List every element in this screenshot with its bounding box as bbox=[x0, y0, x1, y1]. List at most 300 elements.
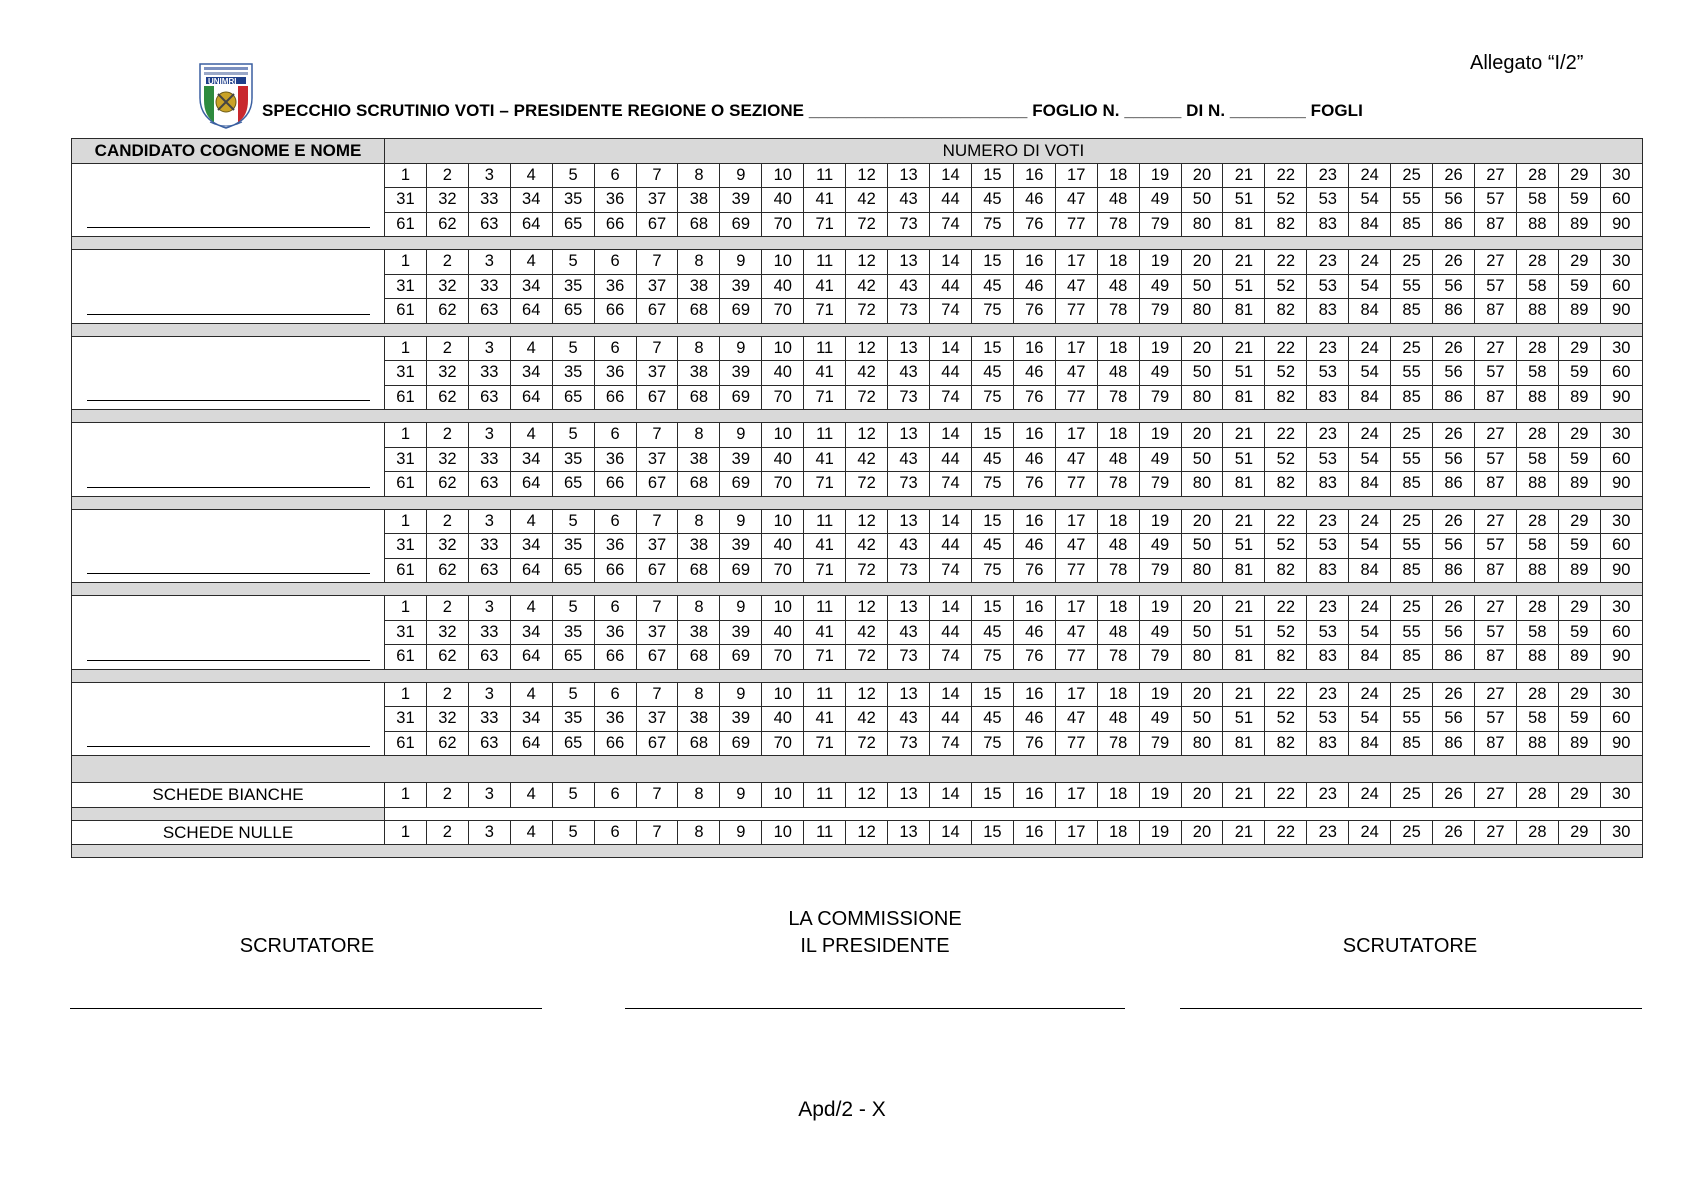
vote-cell[interactable]: 4 bbox=[510, 336, 552, 361]
vote-cell[interactable]: 10 bbox=[762, 423, 804, 448]
vote-cell[interactable]: 18 bbox=[1097, 163, 1139, 188]
vote-cell[interactable]: 9 bbox=[720, 509, 762, 534]
vote-cell[interactable]: 72 bbox=[846, 385, 888, 410]
vote-cell[interactable]: 34 bbox=[510, 447, 552, 472]
vote-cell[interactable]: 22 bbox=[1265, 509, 1307, 534]
vote-cell[interactable]: 29 bbox=[1558, 250, 1600, 275]
vote-cell[interactable]: 77 bbox=[1055, 299, 1097, 324]
vote-cell[interactable]: 17 bbox=[1055, 783, 1097, 808]
vote-cell[interactable]: 37 bbox=[636, 620, 678, 645]
vote-cell[interactable]: 26 bbox=[1433, 596, 1475, 621]
vote-cell[interactable]: 28 bbox=[1516, 423, 1558, 448]
vote-cell[interactable]: 8 bbox=[678, 596, 720, 621]
vote-cell[interactable]: 83 bbox=[1307, 385, 1349, 410]
vote-cell[interactable]: 20 bbox=[1181, 820, 1223, 845]
vote-cell[interactable]: 36 bbox=[594, 707, 636, 732]
vote-cell[interactable]: 59 bbox=[1558, 274, 1600, 299]
vote-cell[interactable]: 44 bbox=[929, 534, 971, 559]
vote-cell[interactable]: 30 bbox=[1600, 820, 1642, 845]
vote-cell[interactable]: 49 bbox=[1139, 707, 1181, 732]
vote-cell[interactable]: 81 bbox=[1223, 645, 1265, 670]
vote-cell[interactable]: 15 bbox=[971, 250, 1013, 275]
vote-cell[interactable]: 3 bbox=[468, 783, 510, 808]
vote-cell[interactable]: 36 bbox=[594, 361, 636, 386]
vote-cell[interactable]: 2 bbox=[426, 783, 468, 808]
vote-cell[interactable]: 8 bbox=[678, 820, 720, 845]
vote-cell[interactable]: 62 bbox=[426, 385, 468, 410]
vote-cell[interactable]: 22 bbox=[1265, 820, 1307, 845]
vote-cell[interactable]: 46 bbox=[1013, 620, 1055, 645]
vote-cell[interactable]: 7 bbox=[636, 336, 678, 361]
vote-cell[interactable]: 14 bbox=[929, 336, 971, 361]
vote-cell[interactable]: 78 bbox=[1097, 731, 1139, 756]
vote-cell[interactable]: 87 bbox=[1474, 558, 1516, 583]
vote-cell[interactable]: 56 bbox=[1433, 620, 1475, 645]
vote-cell[interactable]: 8 bbox=[678, 682, 720, 707]
vote-cell[interactable]: 30 bbox=[1600, 163, 1642, 188]
vote-cell[interactable]: 84 bbox=[1349, 385, 1391, 410]
vote-cell[interactable]: 45 bbox=[971, 188, 1013, 213]
vote-cell[interactable]: 80 bbox=[1181, 472, 1223, 497]
candidate-name-field[interactable] bbox=[72, 336, 385, 410]
vote-cell[interactable]: 90 bbox=[1600, 299, 1642, 324]
vote-cell[interactable]: 30 bbox=[1600, 783, 1642, 808]
vote-cell[interactable]: 52 bbox=[1265, 188, 1307, 213]
vote-cell[interactable]: 4 bbox=[510, 250, 552, 275]
vote-cell[interactable]: 84 bbox=[1349, 299, 1391, 324]
vote-cell[interactable]: 36 bbox=[594, 188, 636, 213]
vote-cell[interactable]: 57 bbox=[1474, 534, 1516, 559]
vote-cell[interactable]: 15 bbox=[971, 596, 1013, 621]
vote-cell[interactable]: 53 bbox=[1307, 361, 1349, 386]
vote-cell[interactable]: 70 bbox=[762, 472, 804, 497]
vote-cell[interactable]: 64 bbox=[510, 472, 552, 497]
vote-cell[interactable]: 22 bbox=[1265, 163, 1307, 188]
vote-cell[interactable]: 57 bbox=[1474, 447, 1516, 472]
vote-cell[interactable]: 81 bbox=[1223, 731, 1265, 756]
vote-cell[interactable]: 84 bbox=[1349, 472, 1391, 497]
vote-cell[interactable]: 54 bbox=[1349, 707, 1391, 732]
vote-cell[interactable]: 17 bbox=[1055, 336, 1097, 361]
vote-cell[interactable]: 31 bbox=[385, 707, 427, 732]
vote-cell[interactable]: 32 bbox=[426, 361, 468, 386]
vote-cell[interactable]: 56 bbox=[1433, 188, 1475, 213]
vote-cell[interactable]: 14 bbox=[929, 509, 971, 534]
vote-cell[interactable]: 28 bbox=[1516, 509, 1558, 534]
vote-cell[interactable]: 76 bbox=[1013, 385, 1055, 410]
vote-cell[interactable]: 46 bbox=[1013, 707, 1055, 732]
vote-cell[interactable]: 40 bbox=[762, 361, 804, 386]
vote-cell[interactable]: 1 bbox=[385, 509, 427, 534]
vote-cell[interactable]: 66 bbox=[594, 299, 636, 324]
vote-cell[interactable]: 85 bbox=[1391, 731, 1433, 756]
vote-cell[interactable]: 23 bbox=[1307, 783, 1349, 808]
vote-cell[interactable]: 70 bbox=[762, 558, 804, 583]
vote-cell[interactable]: 10 bbox=[762, 820, 804, 845]
vote-cell[interactable]: 20 bbox=[1181, 509, 1223, 534]
vote-cell[interactable]: 90 bbox=[1600, 645, 1642, 670]
vote-cell[interactable]: 46 bbox=[1013, 274, 1055, 299]
vote-cell[interactable]: 1 bbox=[385, 820, 427, 845]
vote-cell[interactable]: 43 bbox=[888, 707, 930, 732]
vote-cell[interactable]: 55 bbox=[1391, 707, 1433, 732]
vote-cell[interactable]: 48 bbox=[1097, 620, 1139, 645]
vote-cell[interactable]: 87 bbox=[1474, 385, 1516, 410]
vote-cell[interactable]: 34 bbox=[510, 620, 552, 645]
vote-cell[interactable]: 45 bbox=[971, 361, 1013, 386]
vote-cell[interactable]: 8 bbox=[678, 336, 720, 361]
vote-cell[interactable]: 6 bbox=[594, 783, 636, 808]
vote-cell[interactable]: 80 bbox=[1181, 731, 1223, 756]
vote-cell[interactable]: 13 bbox=[888, 820, 930, 845]
vote-cell[interactable]: 34 bbox=[510, 707, 552, 732]
vote-cell[interactable]: 11 bbox=[804, 596, 846, 621]
vote-cell[interactable]: 62 bbox=[426, 472, 468, 497]
vote-cell[interactable]: 32 bbox=[426, 447, 468, 472]
vote-cell[interactable]: 58 bbox=[1516, 620, 1558, 645]
vote-cell[interactable]: 44 bbox=[929, 188, 971, 213]
vote-cell[interactable]: 60 bbox=[1600, 620, 1642, 645]
vote-cell[interactable]: 12 bbox=[846, 163, 888, 188]
vote-cell[interactable]: 3 bbox=[468, 596, 510, 621]
vote-cell[interactable]: 67 bbox=[636, 472, 678, 497]
vote-cell[interactable]: 16 bbox=[1013, 682, 1055, 707]
vote-cell[interactable]: 72 bbox=[846, 472, 888, 497]
vote-cell[interactable]: 4 bbox=[510, 163, 552, 188]
vote-cell[interactable]: 10 bbox=[762, 682, 804, 707]
vote-cell[interactable]: 86 bbox=[1433, 731, 1475, 756]
vote-cell[interactable]: 65 bbox=[552, 645, 594, 670]
vote-cell[interactable]: 3 bbox=[468, 423, 510, 448]
vote-cell[interactable]: 40 bbox=[762, 534, 804, 559]
vote-cell[interactable]: 53 bbox=[1307, 447, 1349, 472]
vote-cell[interactable]: 18 bbox=[1097, 250, 1139, 275]
vote-cell[interactable]: 15 bbox=[971, 423, 1013, 448]
vote-cell[interactable]: 68 bbox=[678, 385, 720, 410]
vote-cell[interactable]: 38 bbox=[678, 447, 720, 472]
vote-cell[interactable]: 51 bbox=[1223, 188, 1265, 213]
vote-cell[interactable]: 78 bbox=[1097, 299, 1139, 324]
vote-cell[interactable]: 89 bbox=[1558, 385, 1600, 410]
vote-cell[interactable]: 75 bbox=[971, 385, 1013, 410]
vote-cell[interactable]: 81 bbox=[1223, 299, 1265, 324]
vote-cell[interactable]: 41 bbox=[804, 447, 846, 472]
vote-cell[interactable]: 12 bbox=[846, 423, 888, 448]
vote-cell[interactable]: 60 bbox=[1600, 534, 1642, 559]
signature-line-left[interactable] bbox=[70, 1008, 542, 1009]
vote-cell[interactable]: 73 bbox=[888, 645, 930, 670]
vote-cell[interactable]: 43 bbox=[888, 188, 930, 213]
vote-cell[interactable]: 79 bbox=[1139, 558, 1181, 583]
vote-cell[interactable]: 38 bbox=[678, 707, 720, 732]
vote-cell[interactable]: 37 bbox=[636, 447, 678, 472]
vote-cell[interactable]: 71 bbox=[804, 299, 846, 324]
vote-cell[interactable]: 33 bbox=[468, 447, 510, 472]
vote-cell[interactable]: 26 bbox=[1433, 820, 1475, 845]
vote-cell[interactable]: 5 bbox=[552, 423, 594, 448]
vote-cell[interactable]: 61 bbox=[385, 299, 427, 324]
vote-cell[interactable]: 29 bbox=[1558, 820, 1600, 845]
vote-cell[interactable]: 50 bbox=[1181, 274, 1223, 299]
vote-cell[interactable]: 6 bbox=[594, 509, 636, 534]
vote-cell[interactable]: 81 bbox=[1223, 558, 1265, 583]
vote-cell[interactable]: 30 bbox=[1600, 250, 1642, 275]
vote-cell[interactable]: 88 bbox=[1516, 731, 1558, 756]
vote-cell[interactable]: 66 bbox=[594, 731, 636, 756]
vote-cell[interactable]: 30 bbox=[1600, 682, 1642, 707]
vote-cell[interactable]: 50 bbox=[1181, 188, 1223, 213]
vote-cell[interactable]: 4 bbox=[510, 783, 552, 808]
vote-cell[interactable]: 41 bbox=[804, 188, 846, 213]
vote-cell[interactable]: 74 bbox=[929, 645, 971, 670]
vote-cell[interactable]: 63 bbox=[468, 472, 510, 497]
vote-cell[interactable]: 77 bbox=[1055, 212, 1097, 237]
vote-cell[interactable]: 12 bbox=[846, 509, 888, 534]
vote-cell[interactable]: 61 bbox=[385, 212, 427, 237]
vote-cell[interactable]: 75 bbox=[971, 731, 1013, 756]
vote-cell[interactable]: 11 bbox=[804, 336, 846, 361]
vote-cell[interactable]: 61 bbox=[385, 558, 427, 583]
vote-cell[interactable]: 18 bbox=[1097, 596, 1139, 621]
vote-cell[interactable]: 52 bbox=[1265, 274, 1307, 299]
vote-cell[interactable]: 30 bbox=[1600, 423, 1642, 448]
vote-cell[interactable]: 77 bbox=[1055, 645, 1097, 670]
vote-cell[interactable]: 59 bbox=[1558, 361, 1600, 386]
vote-cell[interactable]: 60 bbox=[1600, 447, 1642, 472]
vote-cell[interactable]: 50 bbox=[1181, 447, 1223, 472]
vote-cell[interactable]: 4 bbox=[510, 820, 552, 845]
vote-cell[interactable]: 4 bbox=[510, 423, 552, 448]
vote-cell[interactable]: 25 bbox=[1391, 336, 1433, 361]
vote-cell[interactable]: 26 bbox=[1433, 423, 1475, 448]
vote-cell[interactable]: 56 bbox=[1433, 361, 1475, 386]
vote-cell[interactable]: 47 bbox=[1055, 274, 1097, 299]
vote-cell[interactable]: 88 bbox=[1516, 558, 1558, 583]
vote-cell[interactable]: 40 bbox=[762, 707, 804, 732]
vote-cell[interactable]: 18 bbox=[1097, 336, 1139, 361]
vote-cell[interactable]: 16 bbox=[1013, 163, 1055, 188]
vote-cell[interactable]: 23 bbox=[1307, 682, 1349, 707]
vote-cell[interactable]: 67 bbox=[636, 299, 678, 324]
vote-cell[interactable]: 20 bbox=[1181, 250, 1223, 275]
vote-cell[interactable]: 21 bbox=[1223, 783, 1265, 808]
vote-cell[interactable]: 60 bbox=[1600, 274, 1642, 299]
vote-cell[interactable]: 53 bbox=[1307, 534, 1349, 559]
vote-cell[interactable]: 23 bbox=[1307, 250, 1349, 275]
vote-cell[interactable]: 82 bbox=[1265, 558, 1307, 583]
vote-cell[interactable]: 88 bbox=[1516, 299, 1558, 324]
vote-cell[interactable]: 18 bbox=[1097, 509, 1139, 534]
vote-cell[interactable]: 24 bbox=[1349, 783, 1391, 808]
vote-cell[interactable]: 50 bbox=[1181, 361, 1223, 386]
vote-cell[interactable]: 45 bbox=[971, 274, 1013, 299]
vote-cell[interactable]: 31 bbox=[385, 447, 427, 472]
vote-cell[interactable]: 83 bbox=[1307, 731, 1349, 756]
vote-cell[interactable]: 60 bbox=[1600, 361, 1642, 386]
vote-cell[interactable]: 63 bbox=[468, 385, 510, 410]
vote-cell[interactable]: 37 bbox=[636, 534, 678, 559]
vote-cell[interactable]: 73 bbox=[888, 299, 930, 324]
vote-cell[interactable]: 62 bbox=[426, 645, 468, 670]
candidate-name-field[interactable] bbox=[72, 250, 385, 324]
vote-cell[interactable]: 59 bbox=[1558, 188, 1600, 213]
vote-cell[interactable]: 29 bbox=[1558, 336, 1600, 361]
vote-cell[interactable]: 68 bbox=[678, 645, 720, 670]
vote-cell[interactable]: 68 bbox=[678, 299, 720, 324]
vote-cell[interactable]: 78 bbox=[1097, 212, 1139, 237]
vote-cell[interactable]: 25 bbox=[1391, 820, 1433, 845]
vote-cell[interactable]: 52 bbox=[1265, 534, 1307, 559]
vote-cell[interactable]: 39 bbox=[720, 274, 762, 299]
vote-cell[interactable]: 50 bbox=[1181, 707, 1223, 732]
vote-cell[interactable]: 51 bbox=[1223, 447, 1265, 472]
vote-cell[interactable]: 35 bbox=[552, 620, 594, 645]
vote-cell[interactable]: 33 bbox=[468, 534, 510, 559]
vote-cell[interactable]: 13 bbox=[888, 163, 930, 188]
vote-cell[interactable]: 15 bbox=[971, 509, 1013, 534]
vote-cell[interactable]: 9 bbox=[720, 596, 762, 621]
vote-cell[interactable]: 7 bbox=[636, 682, 678, 707]
signature-line-center[interactable] bbox=[625, 1008, 1125, 1009]
vote-cell[interactable]: 65 bbox=[552, 472, 594, 497]
vote-cell[interactable]: 64 bbox=[510, 645, 552, 670]
vote-cell[interactable]: 39 bbox=[720, 361, 762, 386]
vote-cell[interactable]: 8 bbox=[678, 250, 720, 275]
vote-cell[interactable]: 8 bbox=[678, 783, 720, 808]
vote-cell[interactable]: 66 bbox=[594, 385, 636, 410]
vote-cell[interactable]: 32 bbox=[426, 620, 468, 645]
vote-cell[interactable]: 26 bbox=[1433, 336, 1475, 361]
vote-cell[interactable]: 55 bbox=[1391, 274, 1433, 299]
vote-cell[interactable]: 52 bbox=[1265, 707, 1307, 732]
vote-cell[interactable]: 25 bbox=[1391, 250, 1433, 275]
vote-cell[interactable]: 30 bbox=[1600, 509, 1642, 534]
vote-cell[interactable]: 20 bbox=[1181, 682, 1223, 707]
vote-cell[interactable]: 42 bbox=[846, 447, 888, 472]
vote-cell[interactable]: 70 bbox=[762, 645, 804, 670]
vote-cell[interactable]: 11 bbox=[804, 682, 846, 707]
vote-cell[interactable]: 57 bbox=[1474, 188, 1516, 213]
vote-cell[interactable]: 65 bbox=[552, 731, 594, 756]
vote-cell[interactable]: 64 bbox=[510, 558, 552, 583]
vote-cell[interactable]: 69 bbox=[720, 212, 762, 237]
vote-cell[interactable]: 27 bbox=[1474, 820, 1516, 845]
vote-cell[interactable]: 21 bbox=[1223, 423, 1265, 448]
vote-cell[interactable]: 38 bbox=[678, 620, 720, 645]
vote-cell[interactable]: 88 bbox=[1516, 212, 1558, 237]
vote-cell[interactable]: 1 bbox=[385, 163, 427, 188]
vote-cell[interactable]: 82 bbox=[1265, 731, 1307, 756]
vote-cell[interactable]: 42 bbox=[846, 274, 888, 299]
vote-cell[interactable]: 4 bbox=[510, 509, 552, 534]
vote-cell[interactable]: 49 bbox=[1139, 534, 1181, 559]
vote-cell[interactable]: 40 bbox=[762, 447, 804, 472]
vote-cell[interactable]: 16 bbox=[1013, 423, 1055, 448]
vote-cell[interactable]: 13 bbox=[888, 336, 930, 361]
vote-cell[interactable]: 43 bbox=[888, 361, 930, 386]
vote-cell[interactable]: 26 bbox=[1433, 783, 1475, 808]
vote-cell[interactable]: 12 bbox=[846, 820, 888, 845]
vote-cell[interactable]: 82 bbox=[1265, 212, 1307, 237]
vote-cell[interactable]: 49 bbox=[1139, 447, 1181, 472]
vote-cell[interactable]: 72 bbox=[846, 212, 888, 237]
vote-cell[interactable]: 69 bbox=[720, 472, 762, 497]
vote-cell[interactable]: 34 bbox=[510, 361, 552, 386]
vote-cell[interactable]: 77 bbox=[1055, 472, 1097, 497]
vote-cell[interactable]: 89 bbox=[1558, 558, 1600, 583]
vote-cell[interactable]: 54 bbox=[1349, 534, 1391, 559]
vote-cell[interactable]: 39 bbox=[720, 707, 762, 732]
vote-cell[interactable]: 13 bbox=[888, 682, 930, 707]
vote-cell[interactable]: 33 bbox=[468, 707, 510, 732]
vote-cell[interactable]: 72 bbox=[846, 731, 888, 756]
vote-cell[interactable]: 11 bbox=[804, 163, 846, 188]
vote-cell[interactable]: 1 bbox=[385, 423, 427, 448]
vote-cell[interactable]: 3 bbox=[468, 509, 510, 534]
vote-cell[interactable]: 20 bbox=[1181, 163, 1223, 188]
vote-cell[interactable]: 66 bbox=[594, 212, 636, 237]
vote-cell[interactable]: 39 bbox=[720, 447, 762, 472]
vote-cell[interactable]: 27 bbox=[1474, 509, 1516, 534]
vote-cell[interactable]: 35 bbox=[552, 707, 594, 732]
vote-cell[interactable]: 62 bbox=[426, 212, 468, 237]
vote-cell[interactable]: 42 bbox=[846, 534, 888, 559]
vote-cell[interactable]: 76 bbox=[1013, 645, 1055, 670]
vote-cell[interactable]: 16 bbox=[1013, 509, 1055, 534]
vote-cell[interactable]: 28 bbox=[1516, 250, 1558, 275]
vote-cell[interactable]: 6 bbox=[594, 250, 636, 275]
vote-cell[interactable]: 64 bbox=[510, 212, 552, 237]
vote-cell[interactable]: 49 bbox=[1139, 274, 1181, 299]
vote-cell[interactable]: 63 bbox=[468, 212, 510, 237]
vote-cell[interactable]: 16 bbox=[1013, 336, 1055, 361]
vote-cell[interactable]: 70 bbox=[762, 731, 804, 756]
vote-cell[interactable]: 27 bbox=[1474, 596, 1516, 621]
vote-cell[interactable]: 18 bbox=[1097, 820, 1139, 845]
vote-cell[interactable]: 31 bbox=[385, 534, 427, 559]
vote-cell[interactable]: 81 bbox=[1223, 472, 1265, 497]
vote-cell[interactable]: 70 bbox=[762, 212, 804, 237]
vote-cell[interactable]: 36 bbox=[594, 274, 636, 299]
signature-line-right[interactable] bbox=[1180, 1008, 1642, 1009]
vote-cell[interactable]: 85 bbox=[1391, 472, 1433, 497]
vote-cell[interactable]: 58 bbox=[1516, 534, 1558, 559]
vote-cell[interactable]: 86 bbox=[1433, 645, 1475, 670]
vote-cell[interactable]: 75 bbox=[971, 558, 1013, 583]
vote-cell[interactable]: 8 bbox=[678, 163, 720, 188]
vote-cell[interactable]: 9 bbox=[720, 250, 762, 275]
vote-cell[interactable]: 61 bbox=[385, 472, 427, 497]
vote-cell[interactable]: 41 bbox=[804, 534, 846, 559]
vote-cell[interactable]: 1 bbox=[385, 336, 427, 361]
vote-cell[interactable]: 83 bbox=[1307, 645, 1349, 670]
vote-cell[interactable]: 62 bbox=[426, 731, 468, 756]
vote-cell[interactable]: 63 bbox=[468, 731, 510, 756]
vote-cell[interactable]: 80 bbox=[1181, 558, 1223, 583]
vote-cell[interactable]: 67 bbox=[636, 731, 678, 756]
vote-cell[interactable]: 75 bbox=[971, 212, 1013, 237]
vote-cell[interactable]: 88 bbox=[1516, 645, 1558, 670]
vote-cell[interactable]: 52 bbox=[1265, 620, 1307, 645]
vote-cell[interactable]: 56 bbox=[1433, 447, 1475, 472]
vote-cell[interactable]: 79 bbox=[1139, 645, 1181, 670]
vote-cell[interactable]: 63 bbox=[468, 299, 510, 324]
vote-cell[interactable]: 17 bbox=[1055, 820, 1097, 845]
vote-cell[interactable]: 44 bbox=[929, 361, 971, 386]
vote-cell[interactable]: 79 bbox=[1139, 299, 1181, 324]
vote-cell[interactable]: 90 bbox=[1600, 472, 1642, 497]
vote-cell[interactable]: 15 bbox=[971, 336, 1013, 361]
